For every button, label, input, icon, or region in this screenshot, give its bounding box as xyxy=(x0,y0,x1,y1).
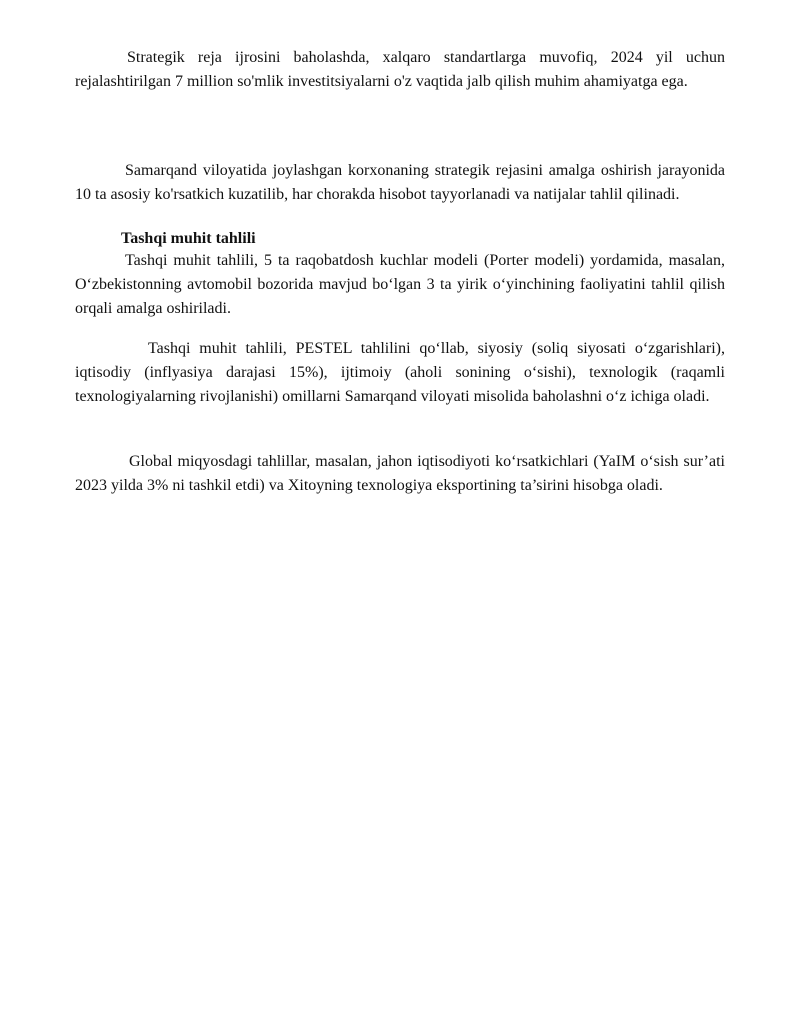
paragraph-text: Samarqand viloyatida joylashgan korxonaning strategik rejasini amalga oshirish jarayonida 10 ta asosiy ko'rsatkich kuzatilib, har chorakda hisobot tayyorlanadi va natijalar tahlil qilinadi. xyxy=(75,162,725,203)
paragraph-global-block xyxy=(75,450,725,498)
section-external-analysis xyxy=(75,229,725,321)
paragraph-investments xyxy=(75,46,725,94)
section-heading: Tashqi muhit tahlili xyxy=(121,230,256,247)
paragraph-global: Global miqyosdagi tahlillar, masalan, jahon iqtisodiyoti ko‘rsatkichlari (YaIM o‘sish sur’ati 2023 yilda 3% ni tashkil etdi) va Xitoyning texnologiya eksportining ta’sirini hisobga oladi. xyxy=(75,453,725,494)
paragraph-text: Strategik reja ijrosini baholashda, xalqaro standartlarga muvofiq, 2024 yil uchun rejalashtirilgan 7 million so'mlik investitsiyalarni o'z vaqtida jalb qilish muhim ahamiyatga ega. xyxy=(75,49,725,90)
paragraph-pestel: Tashqi muhit tahlili, PESTEL tahlilini qo‘llab, siyosiy (soliq siyosati o‘zgarishlari), iqtisodiy (inflyasiya darajasi 15%), ijtimoiy (aholi sonining o‘sishi), texnologik (raqamli texnologiyalarning rivojlanishi) omillarni Samarqand viloyati misolida baholashni o‘z ichiga oladi. xyxy=(75,340,725,405)
paragraph-porter: Tashqi muhit tahlili, 5 ta raqobatdosh kuchlar modeli (Porter modeli) yordamida, masalan, O‘zbekistonning avtomobil bozorida mavjud bo‘lgan 3 ta yirik o‘yinchining faoliyatini tahlil qilish orqali amalga oshiriladi. xyxy=(75,252,725,317)
paragraph-pestel-block xyxy=(75,337,725,409)
paragraph-indicators xyxy=(75,159,725,207)
